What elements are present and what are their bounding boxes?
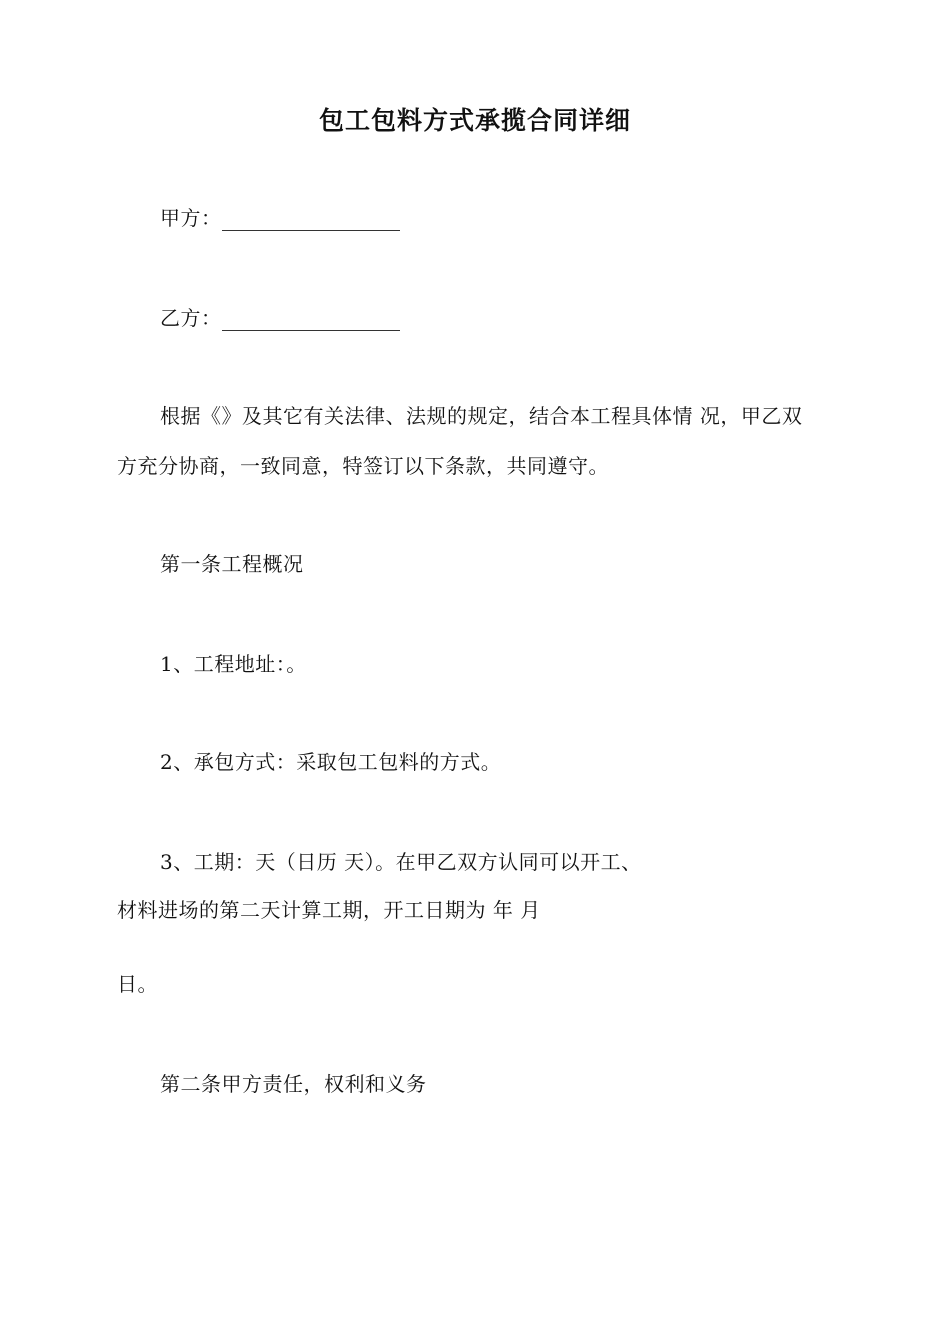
preamble-line-2: 方充分协商，一致同意，特签订以下条款，共同遵守。 (117, 454, 609, 478)
party-b-label: 乙方： (160, 306, 222, 330)
article-1-heading: 第一条工程概况 (160, 552, 304, 576)
item-1: 1、工程地址：。 (160, 652, 307, 676)
preamble-line-1: 根据《》及其它有关法律、法规的规定，结合本工程具体情 况，甲乙双 (160, 404, 803, 428)
party-a-blank (222, 210, 400, 231)
item-3-line-3: 日。 (117, 972, 158, 996)
party-a-label: 甲方： (160, 206, 222, 230)
item-2: 2、承包方式：采取包工包料的方式。 (160, 750, 502, 774)
item-3-line-2: 材料进场的第二天计算工期，开工日期为 年 月 (117, 898, 541, 922)
item-3-line-1: 3、工期：天（日历 天）。在甲乙双方认同可以开工、 (160, 850, 642, 874)
document-title: 包工包料方式承揽合同详细 (318, 106, 631, 135)
party-b-blank (222, 310, 400, 331)
party-b-line (160, 306, 400, 331)
party-a-line (160, 206, 400, 231)
article-2-heading: 第二条甲方责任，权利和义务 (160, 1072, 427, 1096)
